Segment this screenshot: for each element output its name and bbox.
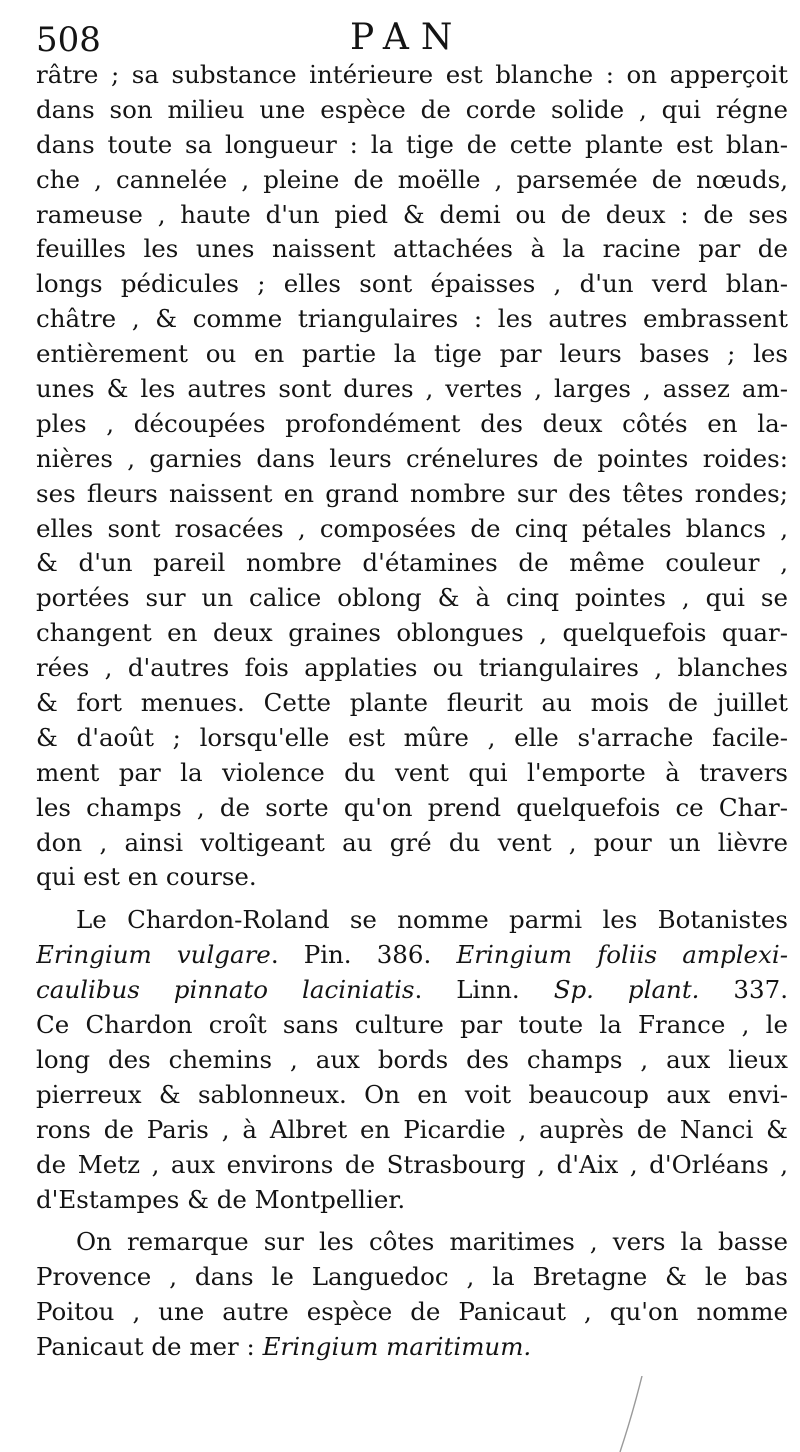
text-line [36,1148,788,1183]
text-line [36,337,788,372]
text-segment: unes & les autres sont dures , vertes , larges , assez am- [36,374,788,404]
text-line [36,721,788,756]
text-line [36,407,788,442]
italic-text-segment: Sp. plant. [553,975,700,1005]
text-segment: Provence , dans le Languedoc , la Bretagne & le bas [36,1262,788,1292]
text-line [36,1225,788,1260]
text-line [36,1008,788,1043]
text-segment: ses fleurs naissent en grand nombre sur des têtes rondes; [36,478,788,508]
italic-text-segment: Eringium vulgare [36,940,271,970]
text-segment: elles sont rosacées , composées de cinq pétales blancs , [36,513,788,543]
text-line [36,1043,788,1078]
page-number: 508 [36,20,101,60]
text-segment: che , cannelée , pleine de moëlle , parsemée de nœuds, [36,164,788,194]
text-line [36,546,788,581]
paragraph [36,1225,788,1365]
text-segment: . Pin. 386. [270,940,457,970]
text-line [36,616,788,651]
text-line [36,651,788,686]
text-line [36,372,788,407]
text-line [36,128,788,163]
text-line [36,1183,788,1218]
text-line [36,686,788,721]
text-segment: rons de Paris , à Albret en Picardie , auprès de Nanci & [36,1114,788,1144]
text-line [36,477,788,512]
running-head: PAN [350,17,465,58]
text-segment: dans son milieu une espèce de corde solide , qui régne [36,94,788,124]
text-segment: ples , découpées profondément des deux côtés en la- [36,408,788,438]
text-line [36,512,788,547]
text-segment: de Metz , aux environs de Strasbourg , d'Aix , d'Orléans , [36,1149,788,1179]
text-segment: ment par la violence du vent qui l'emporte à travers [36,757,788,787]
text-segment: rameuse , haute d'un pied & demi ou de deux : de ses [36,199,788,229]
paragraph [36,903,788,1217]
text-line [36,791,788,826]
text-segment: râtre ; sa substance intérieure est blanche : on apperçoit [36,60,788,89]
text-segment: & d'août ; lorsqu'elle est mûre , elle s'arrache facile- [36,722,788,752]
text-line [36,756,788,791]
paragraph-gap [36,895,788,903]
text-line [36,903,788,938]
italic-text-segment: Eringium foliis amplexi- [456,940,788,970]
text-line [36,1260,788,1295]
text-segment: feuilles les unes naissent attachées à la racine par de [36,234,788,264]
text-line [36,1078,788,1113]
text-segment: & d'un pareil nombre d'étamines de même couleur , [36,548,788,578]
text-line [36,267,788,302]
text-segment: longs pédicules ; elles sont épaisses , d'un verd blan- [36,269,788,299]
text-segment: . Linn. [414,975,554,1005]
text-line [36,860,788,895]
text-line [36,93,788,128]
paragraph-gap [36,1217,788,1225]
text-segment: rées , d'autres fois applaties ou triangulaires , blanches [36,653,788,683]
text-segment: entièrement ou en partie la tige par leurs bases ; les [36,339,788,369]
text-segment: don , ainsi voltigeant au gré du vent , pour un lièvre [36,827,788,857]
text-line [36,1113,788,1148]
text-segment: Panicaut de mer : [36,1332,263,1362]
text-segment: dans toute sa longueur : la tige de cette plante est blan- [36,129,788,159]
text-line [36,1330,788,1365]
text-segment: Ce Chardon croît sans culture par toute la France , le [36,1010,788,1040]
text-segment: portées sur un calice oblong & à cinq pointes , qui se [36,583,788,613]
text-line [36,302,788,337]
italic-text-segment: Eringium maritimum. [262,1332,532,1362]
text-line [36,826,788,861]
text-segment: qui est en course. [36,862,257,892]
text-segment: long des chemins , aux bords des champs , aux lieux [36,1044,788,1074]
text-segment: changent en deux graines oblongues , quelquefois quar- [36,618,788,648]
text-line [36,163,788,198]
text-line [36,938,788,973]
text-segment: 337. [699,975,788,1005]
text-line [36,198,788,233]
text-segment: nières , garnies dans leurs crénelures de pointes roides: [36,443,788,473]
page-edge-mark [612,1376,652,1452]
text-line [36,973,788,1008]
italic-text-segment: caulibus pinnato laciniatis [36,975,415,1005]
text-segment: & fort menues. Cette plante fleurit au mois de juillet [36,688,788,718]
paragraph [36,58,788,895]
text-segment: Poitou , une autre espèce de Panicaut , qu'on nomme [36,1297,788,1327]
text-segment: les champs , de sorte qu'on prend quelquefois ce Char- [36,792,788,822]
text-segment: On remarque sur les côtes maritimes , vers la basse [76,1227,788,1257]
text-line [36,58,788,93]
text-line [36,232,788,267]
text-segment: pierreux & sablonneux. On en voit beaucoup aux envi- [36,1079,788,1109]
text-segment: d'Estampes & de Montpellier. [36,1184,406,1214]
text-line [36,1295,788,1330]
text-line [36,581,788,616]
text-segment: châtre , & comme triangulaires : les autres embrassent [36,304,788,334]
text-segment: Le Chardon-Roland se nomme parmi les Botanistes [76,905,788,935]
text-line [36,442,788,477]
body-text [36,58,788,1365]
